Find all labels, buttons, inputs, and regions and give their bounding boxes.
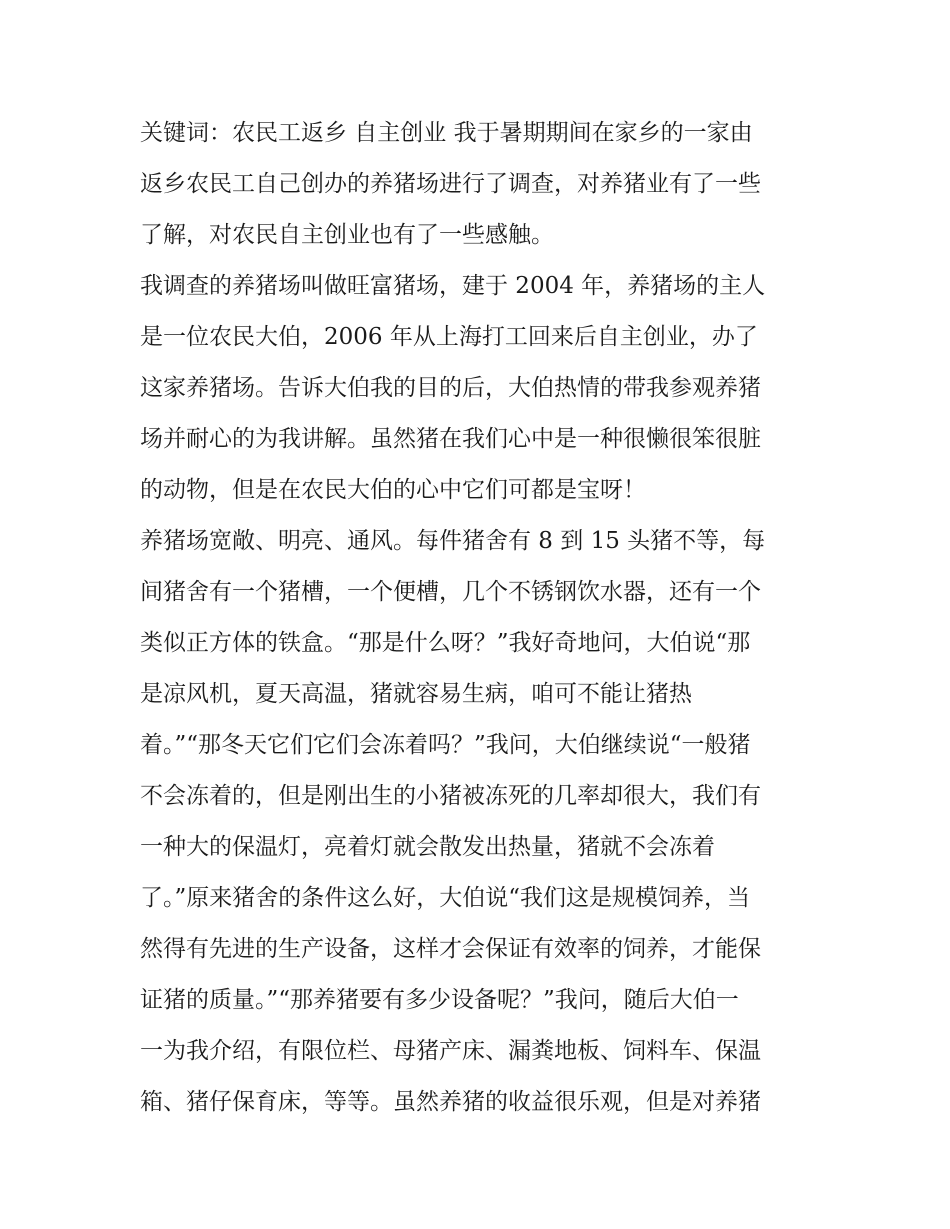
text-line: 是凉风机，夏天高温，猪就容易生病，咱可不能让猪热 xyxy=(140,681,692,707)
text-line: 然得有先进的生产设备，这样才会保证有效率的饲养，才能保 xyxy=(140,936,761,962)
text-line-keywords: 关键词：农民工返乡 自主创业 我于暑期期间在家乡的一家由 xyxy=(140,120,753,146)
text-line: 箱、猪仔保育床，等等。虽然养猪的收益很乐观，但是对养猪 xyxy=(140,1089,761,1115)
text-line: 场并耐心的为我讲解。虽然猪在我们心中是一种很懒很笨很脏 xyxy=(140,426,761,452)
text-line: 这家养猪场。告诉大伯我的目的后，大伯热情的带我参观养猪 xyxy=(140,375,761,401)
text-line: 我调查的养猪场叫做旺富猪场，建于 2004 年，养猪场的主人 xyxy=(140,273,766,299)
text-line: 返乡农民工自己创办的养猪场进行了调查，对养猪业有了一些 xyxy=(140,171,761,197)
text-line: 证猪的质量。”“那养猪要有多少设备呢？”我问，随后大伯一 xyxy=(140,987,739,1013)
text-line: 养猪场宽敞、明亮、通风。每件猪舍有 8 到 15 头猪不等，每 xyxy=(140,528,766,554)
text-line: 一种大的保温灯，亮着灯就会散发出热量，猪就不会冻着 xyxy=(140,834,715,860)
text-line: 类似正方体的铁盒。“那是什么呀？”我好奇地问，大伯说“那 xyxy=(140,630,751,656)
text-line: 着。”“那冬天它们它们会冻着吗？”我问，大伯继续说“一般猪 xyxy=(140,732,751,758)
text-line: 一为我介绍，有限位栏、母猪产床、漏粪地板、饲料车、保温 xyxy=(140,1038,761,1064)
text-line: 不会冻着的，但是刚出生的小猪被冻死的几率却很大，我们有 xyxy=(140,783,761,809)
text-line: 了。”原来猪舍的条件这么好，大伯说“我们这是规模饲养，当 xyxy=(140,885,751,911)
text-line: 间猪舍有一个猪槽，一个便槽，几个不锈钢饮水器，还有一个 xyxy=(140,579,761,605)
text-line: 的动物，但是在农民大伯的心中它们可都是宝呀！ xyxy=(140,477,646,503)
body-text xyxy=(140,108,820,1128)
text-line: 了解，对农民自主创业也有了一些感触。 xyxy=(140,222,554,248)
text-line: 是一位农民大伯，2006 年从上海打工回来后自主创业，办了 xyxy=(140,324,758,350)
